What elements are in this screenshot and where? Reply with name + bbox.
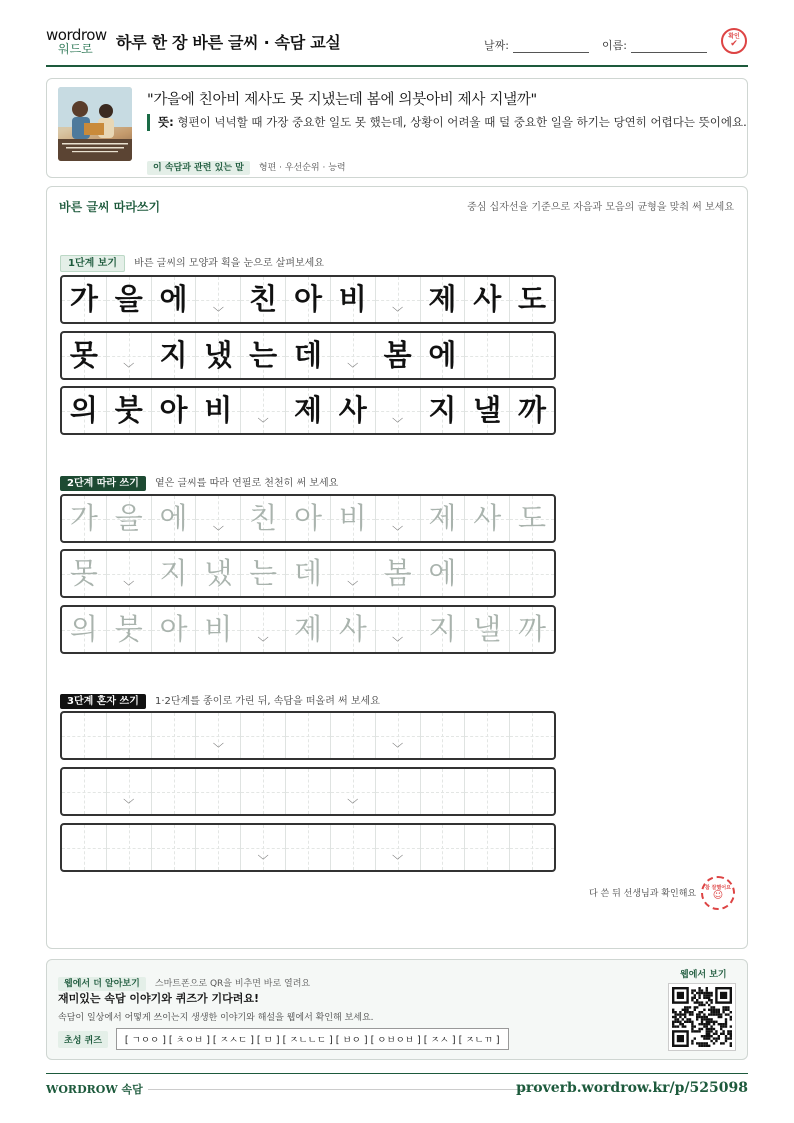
- guide-character: 친: [249, 282, 278, 316]
- well-done-stamp-icon: 참 잘했어요 ☺: [701, 876, 735, 910]
- writing-cell[interactable]: [196, 713, 241, 758]
- guide-character: 는: [249, 338, 278, 372]
- writing-cell: [241, 277, 286, 322]
- writing-cell[interactable]: [107, 551, 152, 596]
- writing-cell[interactable]: [286, 769, 331, 814]
- writing-cell[interactable]: [465, 607, 510, 652]
- writing-cell: [510, 388, 554, 433]
- writing-cell[interactable]: [376, 825, 421, 870]
- guide-character: 비: [204, 612, 233, 646]
- meaning-text: 형편이 넉넉할 때 가장 중요한 일도 못 했는데, 상황이 어려울 때 덜 중요한 일을 하기는 당연히 어렵다는 뜻이에요.: [177, 115, 747, 129]
- page-title: 하루 한 장 바른 글씨 · 속담 교실: [116, 33, 341, 52]
- space-mark-icon: ﹀: [212, 742, 224, 755]
- writing-cell[interactable]: [376, 551, 421, 596]
- writing-cell[interactable]: [465, 551, 510, 596]
- name-label: 이름:: [602, 39, 627, 52]
- guide-character: 친: [249, 501, 278, 535]
- guide-character: 을: [114, 501, 143, 535]
- writing-cell[interactable]: [421, 713, 466, 758]
- proverb-quote: "가을에 친아비 제사도 못 지냈는데 봄에 의붓아비 제사 지낼까": [147, 92, 537, 108]
- guide-character: 아: [293, 282, 322, 316]
- guide-character: 냈: [204, 556, 233, 590]
- writing-cell[interactable]: [107, 496, 152, 541]
- writing-cell: [196, 388, 241, 433]
- guide-character: 에: [159, 282, 188, 316]
- step3-header: [60, 689, 380, 708]
- writing-cell: [376, 388, 421, 433]
- writing-cell: [331, 333, 376, 378]
- writing-cell: [376, 333, 421, 378]
- guide-character: 제: [428, 501, 457, 535]
- writing-cell[interactable]: [107, 607, 152, 652]
- space-mark-icon: ﹀: [392, 636, 404, 649]
- qr-label: 웹에서 보기: [680, 970, 727, 980]
- writing-cell: [421, 388, 466, 433]
- writing-cell: [107, 388, 152, 433]
- guide-character: 까: [518, 393, 547, 427]
- writing-cell[interactable]: [107, 713, 152, 758]
- guide-character: 에: [428, 556, 457, 590]
- space-mark-icon: ﹀: [212, 306, 224, 319]
- step3-row[interactable]: [60, 823, 556, 872]
- guide-character: 는: [249, 556, 278, 590]
- guide-character: 못: [69, 338, 98, 372]
- step2-row[interactable]: [60, 494, 556, 543]
- guide-character: 낼: [473, 612, 502, 646]
- writing-cell[interactable]: [62, 713, 107, 758]
- guide-character: 사: [473, 282, 502, 316]
- qr-code-icon[interactable]: [668, 983, 736, 1051]
- step1-row: [60, 386, 556, 435]
- step1-row: [60, 331, 556, 380]
- footer-rule: [148, 1089, 538, 1090]
- step3-row[interactable]: [60, 767, 556, 816]
- related-text: 형편 · 우선순위 · 능력: [258, 163, 346, 173]
- writing-cell: [286, 333, 331, 378]
- guide-character: 데: [293, 556, 322, 590]
- practice-hint: 중심 십자선을 기준으로 자음과 모음의 균형을 맞춰 써 보세요: [467, 202, 734, 213]
- space-mark-icon: ﹀: [392, 417, 404, 430]
- step2-row[interactable]: [60, 549, 556, 598]
- step3-tag: 3단계 혼자 쓰기: [60, 694, 146, 709]
- proverb-illustration: [58, 87, 132, 161]
- guide-character: 아: [159, 612, 188, 646]
- practice-title: 바른 글씨 따라쓰기: [59, 200, 161, 214]
- step2-tag: 2단계 따라 쓰기: [60, 476, 146, 491]
- step2-header: [60, 471, 338, 490]
- guide-character: 을: [114, 282, 143, 316]
- guide-character: 냈: [204, 338, 233, 372]
- header-divider: [46, 65, 748, 67]
- writing-cell[interactable]: [152, 551, 197, 596]
- step1-hint: 바른 글씨의 모양과 획을 눈으로 살펴보세요: [134, 258, 324, 269]
- writing-cell[interactable]: [62, 607, 107, 652]
- writing-cell[interactable]: [376, 496, 421, 541]
- writing-cell[interactable]: [152, 496, 197, 541]
- guide-character: 제: [428, 282, 457, 316]
- web-description: 속담이 일상에서 어떻게 쓰이는지 생생한 이야기와 해설을 웹에서 확인해 보세요.: [58, 1013, 374, 1023]
- writing-cell[interactable]: [152, 607, 197, 652]
- writing-cell[interactable]: [107, 825, 152, 870]
- guide-character: 지: [428, 393, 457, 427]
- chosung-quiz: [ ㄱㅇㅇ ] [ ㅊㅇㅂ ] [ ㅈㅅㄷ ] [ ㅁ ] [ ㅈㄴㄴㄷ ] [ ㅂㅇ ] [ ㅇㅂㅇㅂ ] [ ㅈㅅ ] [ ㅈㄴㄲ ]: [116, 1028, 509, 1050]
- date-label: 날짜:: [484, 39, 509, 52]
- step2-hint: 옅은 글씨를 따라 연필로 천천히 써 보세요: [154, 478, 339, 489]
- quiz-row: [58, 1028, 509, 1050]
- guide-character: 지: [428, 612, 457, 646]
- writing-cell[interactable]: [465, 769, 510, 814]
- related-words: [147, 155, 346, 174]
- writing-cell[interactable]: [331, 551, 376, 596]
- illustration-image: [58, 87, 132, 161]
- writing-cell[interactable]: [62, 496, 107, 541]
- meaning-label: 뜻:: [158, 115, 174, 129]
- space-mark-icon: ﹀: [212, 525, 224, 538]
- space-mark-icon: ﹀: [347, 580, 359, 593]
- guide-character: 아: [293, 501, 322, 535]
- writing-cell[interactable]: [241, 769, 286, 814]
- space-mark-icon: ﹀: [392, 854, 404, 867]
- guide-character: 가: [69, 501, 98, 535]
- proverb-meaning: [147, 114, 748, 131]
- writing-cell[interactable]: [241, 496, 286, 541]
- step3-hint: 1·2단계를 종이로 가린 뒤, 속담을 떠올려 써 보세요: [154, 696, 380, 707]
- writing-cell[interactable]: [510, 713, 554, 758]
- writing-cell[interactable]: [465, 713, 510, 758]
- writing-cell[interactable]: [152, 769, 197, 814]
- guide-character: 의: [69, 393, 98, 427]
- web-tag-hint: 스마트폰으로 QR을 비추면 바로 열려요: [154, 979, 311, 989]
- writing-cell: [62, 333, 107, 378]
- check-stamp-icon: 확인 ✔: [721, 28, 747, 54]
- writing-cell[interactable]: [331, 825, 376, 870]
- footer-divider: [46, 1073, 748, 1074]
- space-mark-icon: ﹀: [257, 636, 269, 649]
- logo-wordmark: wordrow: [46, 26, 107, 44]
- space-mark-icon: ﹀: [257, 417, 269, 430]
- logo-korean: 워드로: [58, 42, 93, 56]
- writing-cell[interactable]: [62, 825, 107, 870]
- writing-cell[interactable]: [196, 769, 241, 814]
- date-line[interactable]: [513, 40, 589, 53]
- writing-cell[interactable]: [286, 713, 331, 758]
- writing-cell[interactable]: [376, 713, 421, 758]
- writing-cell[interactable]: [286, 496, 331, 541]
- writing-cell[interactable]: [196, 551, 241, 596]
- guide-character: 붓: [114, 393, 143, 427]
- writing-cell: [421, 277, 466, 322]
- writing-cell: [421, 333, 466, 378]
- guide-character: 못: [69, 556, 98, 590]
- writing-cell: [376, 277, 421, 322]
- guide-character: 에: [159, 501, 188, 535]
- writing-cell[interactable]: [331, 607, 376, 652]
- writing-cell: [465, 333, 510, 378]
- writing-cell: [286, 388, 331, 433]
- writing-cell: [107, 277, 152, 322]
- guide-character: 제: [293, 612, 322, 646]
- guide-character: 사: [473, 501, 502, 535]
- writing-cell[interactable]: [241, 551, 286, 596]
- guide-character: 제: [293, 393, 322, 427]
- writing-cell: [152, 277, 197, 322]
- teacher-confirm-text: 다 쓴 뒤 선생님과 확인해요: [589, 889, 697, 899]
- writing-cell[interactable]: [421, 496, 466, 541]
- writing-cell[interactable]: [152, 713, 197, 758]
- writing-cell: [152, 333, 197, 378]
- guide-character: 지: [159, 338, 188, 372]
- guide-character: 아: [159, 393, 188, 427]
- guide-character: 데: [293, 338, 322, 372]
- guide-character: 까: [518, 612, 547, 646]
- writing-cell: [196, 277, 241, 322]
- writing-cell[interactable]: [286, 825, 331, 870]
- writing-cell: [62, 388, 107, 433]
- writing-cell: [510, 277, 554, 322]
- writing-cell[interactable]: [510, 551, 554, 596]
- writing-cell[interactable]: [241, 825, 286, 870]
- space-mark-icon: ﹀: [123, 580, 135, 593]
- guide-character: 사: [338, 612, 367, 646]
- guide-character: 의: [69, 612, 98, 646]
- writing-cell: [510, 333, 554, 378]
- quiz-tag: 초성 퀴즈: [58, 1031, 108, 1048]
- step1-header: [60, 251, 324, 270]
- space-mark-icon: ﹀: [392, 306, 404, 319]
- writing-cell[interactable]: [510, 769, 554, 814]
- guide-character: 도: [518, 282, 547, 316]
- writing-cell[interactable]: [510, 825, 554, 870]
- writing-cell[interactable]: [152, 825, 197, 870]
- writing-cell: [331, 277, 376, 322]
- writing-cell[interactable]: [376, 607, 421, 652]
- writing-cell[interactable]: [331, 496, 376, 541]
- writing-cell: [107, 333, 152, 378]
- writing-cell[interactable]: [196, 825, 241, 870]
- space-mark-icon: ﹀: [123, 798, 135, 811]
- space-mark-icon: ﹀: [392, 525, 404, 538]
- web-tag: 웹에서 더 알아보기: [58, 977, 146, 991]
- guide-character: 봄: [383, 338, 412, 372]
- writing-cell[interactable]: [62, 551, 107, 596]
- stamp-text: 확인: [728, 33, 740, 40]
- guide-character: 비: [204, 393, 233, 427]
- writing-cell: [465, 277, 510, 322]
- step1-row: [60, 275, 556, 324]
- writing-cell[interactable]: [241, 713, 286, 758]
- writing-cell[interactable]: [376, 769, 421, 814]
- writing-cell[interactable]: [331, 769, 376, 814]
- writing-cell[interactable]: [241, 607, 286, 652]
- space-mark-icon: ﹀: [123, 362, 135, 375]
- writing-cell[interactable]: [62, 769, 107, 814]
- guide-character: 낼: [473, 393, 502, 427]
- space-mark-icon: ﹀: [347, 798, 359, 811]
- step2-row[interactable]: [60, 605, 556, 654]
- guide-character: 붓: [114, 612, 143, 646]
- space-mark-icon: ﹀: [347, 362, 359, 375]
- guide-character: 사: [338, 393, 367, 427]
- guide-character: 가: [69, 282, 98, 316]
- writing-cell[interactable]: [465, 825, 510, 870]
- footer-url[interactable]: proverb.wordrow.kr/p/525098: [516, 1080, 748, 1096]
- writing-cell[interactable]: [286, 551, 331, 596]
- guide-character: 비: [338, 501, 367, 535]
- name-line[interactable]: [631, 40, 707, 53]
- writing-cell: [241, 333, 286, 378]
- writing-cell[interactable]: [510, 607, 554, 652]
- wordrow-logo: [46, 28, 108, 58]
- writing-cell[interactable]: [510, 496, 554, 541]
- name-field[interactable]: [602, 34, 707, 53]
- writing-cell: [465, 388, 510, 433]
- web-tag-row: [58, 971, 310, 990]
- guide-character: 에: [428, 338, 457, 372]
- writing-cell[interactable]: [421, 825, 466, 870]
- writing-cell: [196, 333, 241, 378]
- guide-character: 도: [518, 501, 547, 535]
- writing-cell[interactable]: [196, 607, 241, 652]
- space-mark-icon: ﹀: [257, 854, 269, 867]
- step3-row[interactable]: [60, 711, 556, 760]
- step1-tag: 1단계 보기: [60, 255, 125, 272]
- writing-cell[interactable]: [421, 551, 466, 596]
- writing-cell[interactable]: [421, 607, 466, 652]
- writing-cell: [286, 277, 331, 322]
- writing-cell[interactable]: [196, 496, 241, 541]
- space-mark-icon: ﹀: [392, 742, 404, 755]
- qr-code-graphic: [669, 984, 735, 1050]
- writing-cell: [241, 388, 286, 433]
- related-tag: 이 속담과 관련 있는 말: [147, 161, 250, 175]
- guide-character: 지: [159, 556, 188, 590]
- guide-character: 비: [338, 282, 367, 316]
- writing-cell: [152, 388, 197, 433]
- writing-cell: [331, 388, 376, 433]
- web-headline: 재미있는 속담 이야기와 퀴즈가 기다려요!: [58, 992, 259, 1005]
- writing-cell[interactable]: [421, 769, 466, 814]
- well-done-text: 참 잘했어요: [705, 885, 731, 891]
- writing-cell[interactable]: [107, 769, 152, 814]
- date-field[interactable]: [484, 34, 589, 53]
- writing-cell: [62, 277, 107, 322]
- writing-cell[interactable]: [286, 607, 331, 652]
- guide-character: 봄: [383, 556, 412, 590]
- writing-cell[interactable]: [331, 713, 376, 758]
- footer-brand: WORDROW 속담: [46, 1083, 143, 1096]
- writing-cell[interactable]: [465, 496, 510, 541]
